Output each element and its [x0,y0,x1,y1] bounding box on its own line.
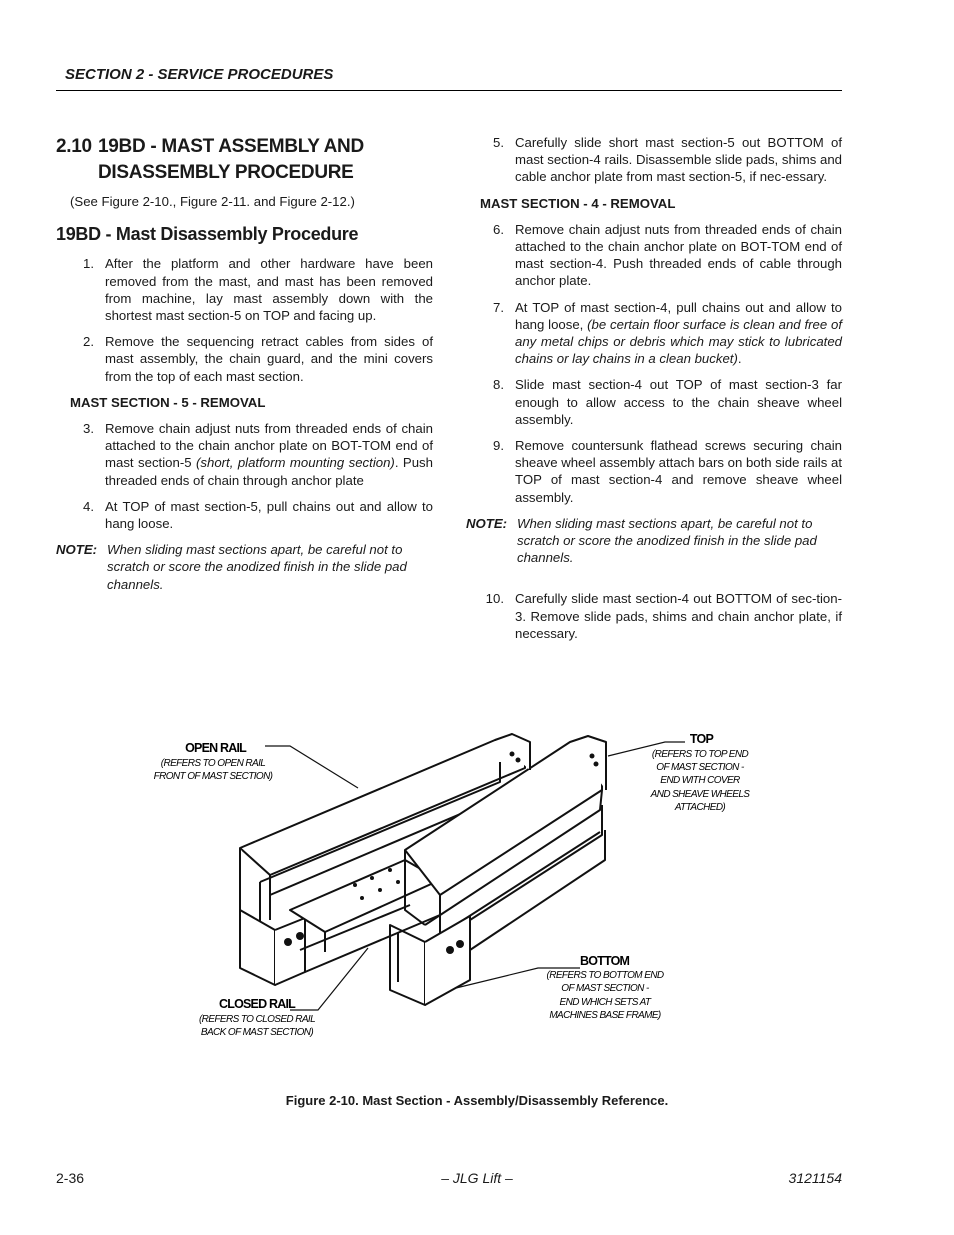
label-top-desc-3: END WITH COVER [660,775,740,786]
step-text-end: . [737,351,742,367]
label-top-desc-4: AND SHEAVE WHEELS [650,789,750,800]
mast-section-diagram [140,720,780,1050]
label-open-rail: OPEN RAIL [185,741,246,755]
step-number: 8. [493,377,504,393]
step-number: 2. [83,334,94,350]
label-top-desc-5: ATTACHED) [674,802,726,813]
figure-caption: Figure 2-10. Mast Section - Assembly/Disassembly Reference. [285,1093,669,1108]
step-number: 9. [493,438,504,454]
label-bottom-desc-3: END WHICH SETS AT [559,997,651,1008]
step-1 [56,255,433,324]
right-column [466,134,842,651]
step-9 [466,437,842,506]
label-closed-rail-desc-1: (REFERS TO CLOSED RAIL [198,1014,316,1025]
step-text-italic: (be certain floor surface is clean and free of any metal chips or debris which may stick to lubricated chains or lay chains in a clean bucket) [515,316,842,367]
label-open-rail-desc-2: FRONT OF MAST SECTION) [153,771,273,782]
label-closed-rail-desc-2: BACK OF MAST SECTION) [200,1027,314,1038]
step-2 [56,333,433,385]
step-number: 7. [493,299,504,315]
step-number: 10. [485,591,504,607]
section-title-line2: DISASSEMBLY PROCEDURE [98,162,354,183]
section-number: 2.10 [56,136,92,157]
step-3 [56,420,433,489]
step-10 [466,590,842,642]
step-4 [56,498,433,532]
step-text: Remove the sequencing retract cables from sides of mast assembly, the chain guard, and the mini covers from the top of each mast section. [105,334,433,384]
note-text: When sliding mast sections apart, be careful not to scratch or score the anodized finish in the slide pad channels. [517,515,817,566]
note-label: NOTE: [466,515,508,531]
step-number: 6. [493,221,504,237]
step-5 [466,134,842,186]
step-number: 1. [83,256,94,272]
label-closed-rail: CLOSED RAIL [219,997,295,1011]
footer-brand: – JLG Lift – [441,1170,513,1186]
note-2 [466,515,842,567]
step-text: Carefully slide short mast section-5 out BOTTOM of mast section-4 rails. Disassemble slide pads, shims and cable anchor plate from mast section-5, if nec-essary. [515,135,842,185]
section-title [56,134,433,186]
step-text-italic: (short, platform mounting section) [196,455,395,471]
step-6 [466,221,842,290]
page-number: 2-36 [56,1170,85,1186]
step-text-end: . Push threaded ends of chain through anchor plate [105,455,433,488]
step-text: Slide mast section-4 out TOP of mast section-3 far enough to allow access to the chain sheave wheel assembly. [515,377,842,427]
label-top: TOP [689,732,713,746]
label-bottom-desc-1: (REFERS TO BOTTOM END [546,970,664,981]
step-number: 5. [493,135,504,150]
document-number: 3121154 [788,1170,842,1186]
step-text: Remove chain adjust nuts from threaded ends of chain attached to the chain anchor plate on BOT-TOM end of mast section-4. Push threaded ends of cable through anchor plate. [515,221,842,289]
label-bottom: BOTTOM [580,954,630,968]
label-top-desc-2: OF MAST SECTION - [656,762,744,773]
section-title-line1: 19BD - MAST ASSEMBLY AND [98,136,364,157]
section-header: SECTION 2 - SERVICE PROCEDURES [65,66,334,83]
step-text: At TOP of mast section-4, pull chains out and allow to hang loose, [515,299,842,332]
step-text: Carefully slide mast section-4 out BOTTOM of sec-tion-3. Remove slide pads, shims and chain anchor plate, if necessary. [515,591,842,641]
step-7 [466,299,842,368]
note-1 [56,541,433,593]
step-text: Remove chain adjust nuts from threaded ends of chain attached to the chain anchor plate on BOT-TOM end of mast section-5 [105,421,433,471]
step-8 [466,376,842,428]
label-open-rail-desc-1: (REFERS TO OPEN RAIL [160,758,266,769]
note-label: NOTE: [56,542,98,558]
subsection-title: 19BD - Mast Disassembly Procedure [56,224,359,245]
step-number: 3. [83,421,94,437]
header-rule [56,90,842,91]
note-text: When sliding mast sections apart, be careful not to scratch or score the anodized finish in the slide pad channels. [107,542,407,592]
step-text: At TOP of mast section-5, pull chains out and allow to hang loose. [105,498,433,532]
step-text: After the platform and other hardware have been removed from the mast, and mast has been removed from machine, lay mast assembly down with the shortest mast section-5 on TOP and facing up. [105,256,433,324]
figure-reference: (See Figure 2-10., Figure 2-11. and Figure 2-12.) [70,194,355,209]
subheading-section-5: MAST SECTION - 5 - REMOVAL [70,394,266,410]
step-number: 4. [83,498,94,514]
label-bottom-desc-4: MACHINES BASE FRAME) [549,1010,661,1021]
subheading-section-4: MAST SECTION - 4 - REMOVAL [480,195,676,211]
label-bottom-desc-2: OF MAST SECTION - [561,983,649,994]
label-top-desc-1: (REFERS TO TOP END [651,749,749,760]
step-text: Remove countersunk flathead screws securing chain sheave wheel assembly attach bars on both side rails at TOP of mast section-4 and remove sheave wheel assembly. [515,438,842,505]
left-column [56,134,433,602]
mast-illustration [240,734,606,1005]
